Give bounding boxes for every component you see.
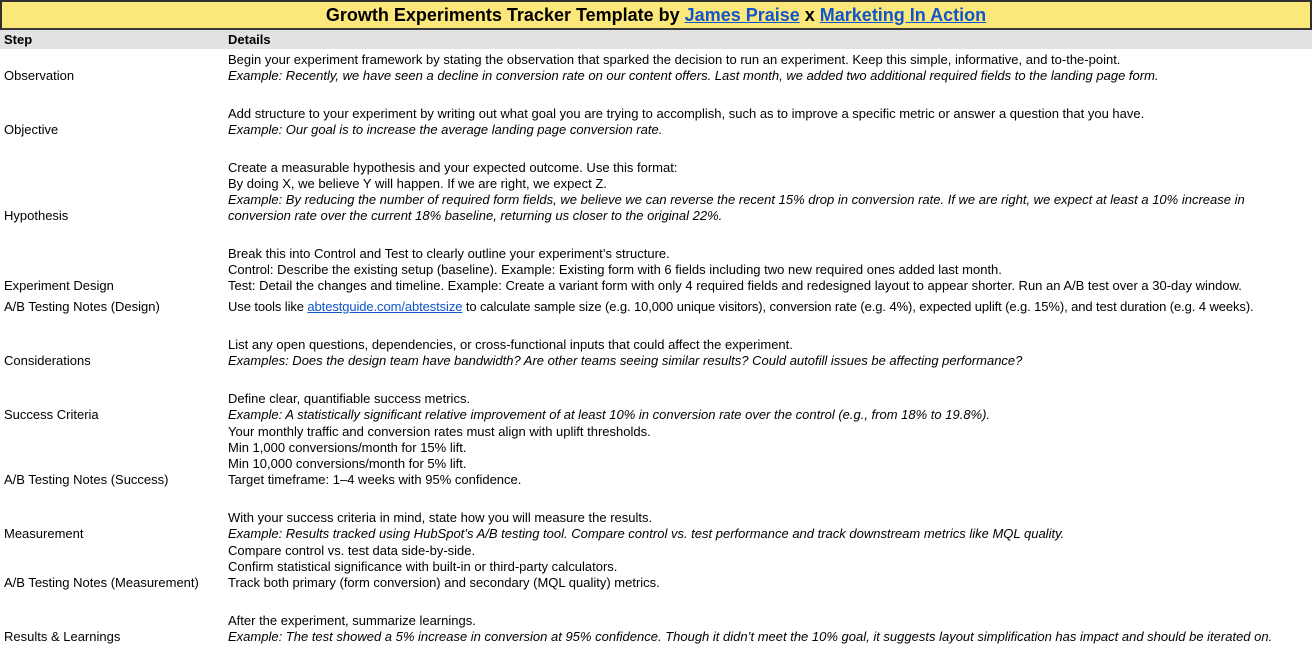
details-cell — [228, 424, 1308, 488]
step-cell: A/B Testing Notes (Design) — [4, 299, 160, 314]
details-cell — [228, 613, 1308, 645]
step-cell: Objective — [4, 122, 59, 137]
detail-line: By doing X, we believe Y will happen. If we are right, we expect Z. — [228, 176, 607, 191]
step-cell: Hypothesis — [4, 208, 69, 223]
table-row[interactable] — [0, 389, 1312, 423]
detail-text: to calculate sample size (e.g. 10,000 unique visitors), conversion rate (e.g. 4%), expected uplift (e.g. 15%), and test duration (e.g. 4 weeks). — [462, 299, 1254, 314]
detail-line: Your monthly traffic and conversion rates must align with uplift thresholds. — [228, 424, 651, 439]
table-row[interactable] — [0, 508, 1312, 542]
detail-line: Control: Describe the existing setup (baseline). Example: Existing form with 6 fields including two new required ones added last month. — [228, 262, 1002, 277]
title-separator: x — [799, 5, 820, 25]
detail-example: Example: Results tracked using HubSpot’s A/B testing tool. Compare control vs. test performance and track downstream metrics like MQL quality. — [228, 526, 1065, 541]
detail-line: Min 10,000 conversions/month for 5% lift. — [228, 456, 467, 471]
table-row[interactable] — [0, 104, 1312, 138]
step-cell: Considerations — [4, 353, 91, 368]
marketing-in-action-link[interactable]: Marketing In Action — [819, 5, 987, 25]
table-row[interactable] — [0, 50, 1312, 84]
step-cell: A/B Testing Notes (Success) — [4, 472, 169, 487]
details-cell — [228, 510, 1308, 542]
detail-line: Test: Detail the changes and timeline. Example: Create a variant form with only 4 required fields and redesigned layout to appear shorter. Run an A/B test over a 30-day window. — [228, 278, 1242, 293]
detail-line: Add structure to your experiment by writing out what goal you are trying to accomplish, such as to improve a specific metric or answer a question that you have. — [228, 106, 1145, 121]
step-cell: Results & Learnings — [4, 629, 121, 644]
details-cell — [228, 391, 1308, 423]
step-cell: A/B Testing Notes (Measurement) — [4, 575, 199, 590]
detail-line: Min 1,000 conversions/month for 15% lift. — [228, 440, 467, 455]
detail-line: After the experiment, summarize learnings. — [228, 613, 476, 628]
title-text: Growth Experiments Tracker Template by — [325, 5, 685, 25]
details-cell — [228, 160, 1308, 224]
detail-text: Use tools like — [228, 299, 308, 314]
table-row[interactable] — [0, 297, 1312, 315]
step-cell: Experiment Design — [4, 278, 114, 293]
step-cell: Measurement — [4, 526, 84, 541]
james-praise-link[interactable]: James Praise — [684, 5, 800, 25]
detail-line: Compare control vs. test data side-by-side. — [228, 543, 476, 558]
table-row[interactable] — [0, 158, 1312, 224]
detail-line: Confirm statistical significance with built-in or third-party calculators. — [228, 559, 618, 574]
title-cell[interactable] — [0, 0, 1312, 30]
details-column-header[interactable]: Details — [228, 32, 271, 47]
detail-line — [228, 299, 1308, 315]
detail-line: Define clear, quantifiable success metrics. — [228, 391, 471, 406]
abtestguide-link[interactable]: abtestguide.com/abtestsize — [307, 299, 463, 314]
step-cell: Observation — [4, 68, 75, 83]
detail-line: Create a measurable hypothesis and your expected outcome. Use this format: — [228, 160, 678, 175]
detail-line: Begin your experiment framework by stating the observation that sparked the decision to run an experiment. Keep this simple, informative, and to-the-point. — [228, 52, 1121, 67]
details-cell — [228, 543, 1308, 591]
details-cell — [228, 337, 1308, 369]
detail-line: List any open questions, dependencies, or cross-functional inputs that could affect the experiment. — [228, 337, 793, 352]
detail-line: With your success criteria in mind, state how you will measure the results. — [228, 510, 653, 525]
step-cell: Success Criteria — [4, 407, 99, 422]
detail-example: Example: Recently, we have seen a decline in conversion rate on our content offers. Last month, we added two additional required fields to the landing page form. — [228, 68, 1159, 83]
detail-example: Example: The test showed a 5% increase in conversion at 95% confidence. Though it didn’t meet the 10% goal, it suggests layout simplification has impact and should be iterated on. — [228, 629, 1273, 644]
table-row[interactable] — [0, 335, 1312, 369]
details-cell — [228, 52, 1308, 84]
details-cell — [228, 106, 1308, 138]
table-row[interactable] — [0, 541, 1312, 591]
header-row — [0, 30, 1312, 49]
table-row[interactable] — [0, 422, 1312, 488]
detail-line: Track both primary (form conversion) and secondary (MQL quality) metrics. — [228, 575, 660, 590]
detail-example: Example: A statistically significant relative improvement of at least 10% in conversion rate over the control (e.g., from 18% to 19.8%). — [228, 407, 991, 422]
detail-example: Examples: Does the design team have bandwidth? Are other teams seeing similar results? Could autofill issues be affecting performance? — [228, 353, 1023, 368]
table-row[interactable] — [0, 244, 1312, 294]
detail-line: Break this into Control and Test to clearly outline your experiment’s structure. — [228, 246, 670, 261]
detail-line: Target timeframe: 1–4 weeks with 95% confidence. — [228, 472, 522, 487]
details-cell — [228, 299, 1308, 315]
detail-example: Example: Our goal is to increase the average landing page conversion rate. — [228, 122, 663, 137]
step-column-header[interactable]: Step — [4, 32, 33, 47]
table-row[interactable] — [0, 611, 1312, 645]
details-cell — [228, 246, 1308, 294]
detail-example: Example: By reducing the number of required form fields, we believe we can reverse the recent 15% drop in conversion rate. If we are right, we expect at least a 10% increase in conversion rate over the current 18% baseline, returning us closer to the original 22%. — [228, 192, 1245, 223]
